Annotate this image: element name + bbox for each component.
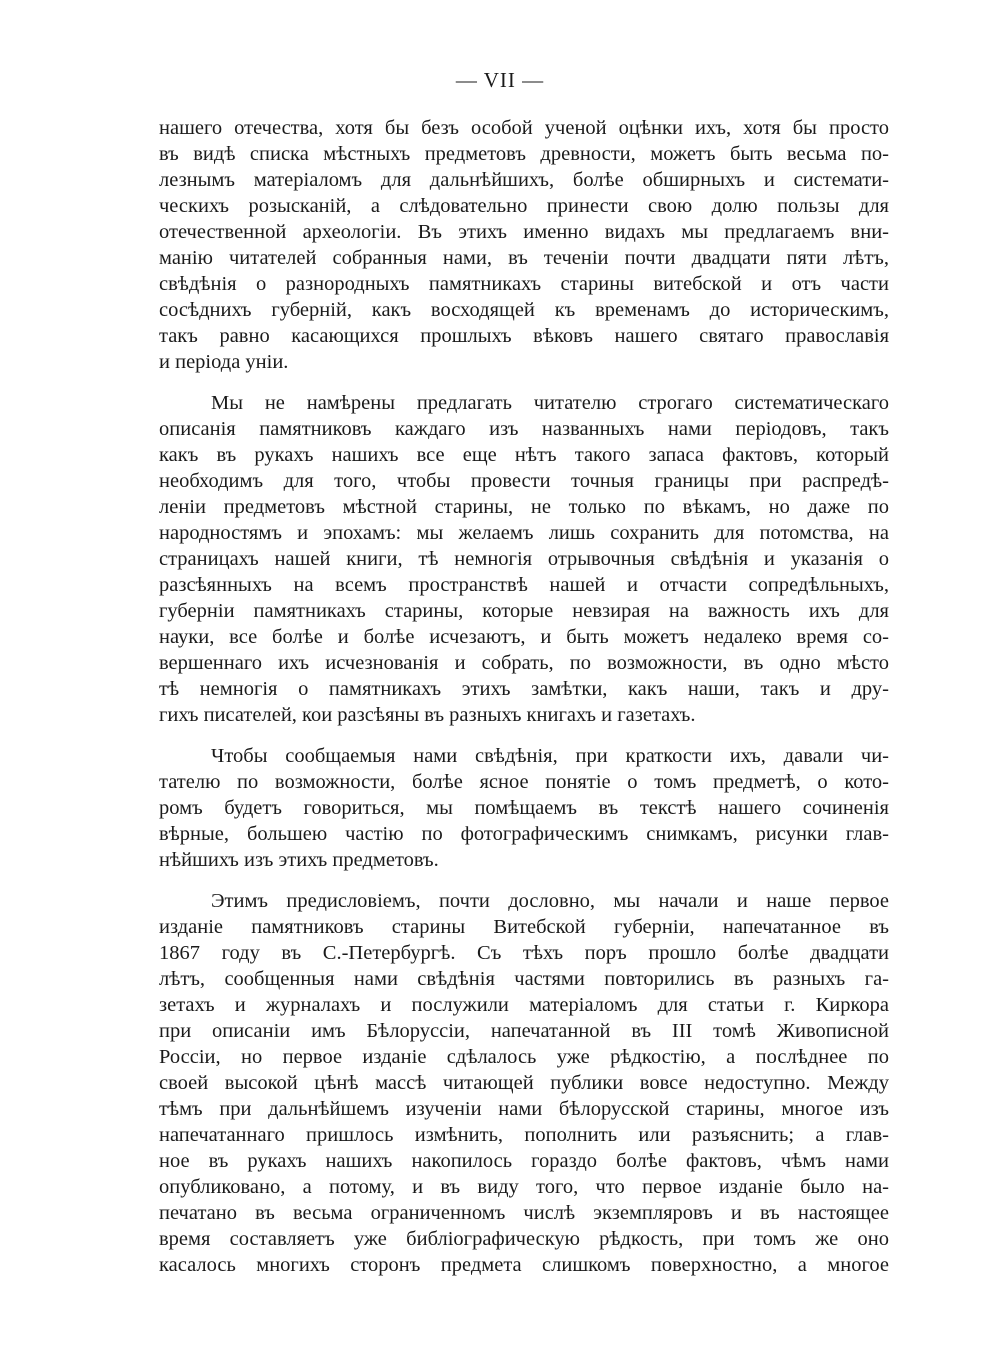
text-line: печатано въ весьма ограниченномъ числѣ экземпляровъ и въ настоящее — [159, 1202, 889, 1224]
text-line: лезнымъ матеріаломъ для дальнѣйшихъ, болѣе обширныхъ и системати- — [159, 169, 889, 191]
text-line: какъ въ рукахъ нашихъ все еще нѣтъ такого запаса фактовъ, который — [159, 444, 889, 466]
text-line: Россіи, но первое изданіе сдѣлалось уже рѣдкостію, а послѣднее по — [159, 1046, 889, 1068]
text-line: страницахъ нашей книги, тѣ немногія отрывочныя свѣдѣнія и указанія о — [159, 548, 889, 570]
body-text — [159, 115, 889, 1278]
text-line: касалось многихъ сторонъ предмета слишкомъ поверхностно, а многое — [159, 1254, 889, 1276]
text-line: народностямъ и эпохамъ: мы желаемъ лишь сохранить для потомства, на — [159, 522, 889, 544]
text-line: при описаніи имъ Бѣлоруссіи, напечатанной въ III томѣ Живописной — [159, 1020, 889, 1042]
text-line: отечественной археологіи. Въ этихъ именно видахъ мы предлагаемъ вни- — [159, 221, 889, 243]
text-line: разсѣянныхъ на всемъ пространствѣ нашей и отчасти сопредѣльныхъ, — [159, 574, 889, 596]
text-line: губерніи памятникахъ старины, которые невзирая на важность ихъ для — [159, 600, 889, 622]
text-line: тателю по возможности, болѣе ясное понятіе о томъ предметѣ, о кото- — [159, 771, 889, 793]
page-number: — VII — — [455, 68, 545, 92]
text-line: гихъ писателей, кои разсѣяны въ разныхъ книгахъ и газетахъ. — [159, 704, 696, 726]
text-line: вершеннаго ихъ исчезнованія и собрать, по возможности, въ одно мѣсто — [159, 652, 889, 674]
text-line: ческихъ розысканій, а слѣдовательно принести свою долю пользы для — [159, 195, 889, 217]
text-line: 1867 году въ С.-Петербургѣ. Съ тѣхъ поръ прошло болѣе двадцати — [159, 942, 889, 964]
text-line: сосѣднихъ губерній, какъ восходящей къ временамъ до историческимъ, — [159, 299, 889, 321]
text-line: тѣмъ при дальнѣйшемъ изученіи нами бѣлорусской старины, многое изъ — [159, 1098, 889, 1120]
text-line: Мы не намѣрены предлагать читателю строгаго систематическаго — [211, 392, 889, 414]
text-line: время составляетъ уже библіографическую рѣдкость, при томъ же оно — [159, 1228, 889, 1250]
paragraph — [159, 390, 889, 728]
text-line: опубликовано, а потому, и въ виду того, что первое изданіе было на- — [159, 1176, 889, 1198]
text-line: науки, все болѣе и болѣе исчезаютъ, и быть можетъ недалеко время со- — [159, 626, 889, 648]
paragraph — [159, 743, 889, 873]
text-line: леніи предметовъ мѣстной старины, не только по вѣкамъ, но даже по — [159, 496, 889, 518]
text-line: вѣрные, большею частію по фотографическимъ снимкамъ, рисунки глав- — [159, 823, 889, 845]
text-line: необходимъ для того, чтобы провести точныя границы при распредѣ- — [159, 470, 889, 492]
text-line: ное въ рукахъ нашихъ накопилось гораздо болѣе фактовъ, чѣмъ нами — [159, 1150, 889, 1172]
text-line: манію читателей собранныя нами, въ теченіи почти двадцати пяти лѣтъ, — [159, 247, 889, 269]
text-line: нашего отечества, хотя бы безъ особой ученой оцѣнки ихъ, хотя бы просто — [159, 117, 889, 139]
text-line: описанія памятниковъ каждаго изъ названныхъ нами періодовъ, такъ — [159, 418, 889, 440]
text-line: Этимъ предисловіемъ, почти дословно, мы начали и наше первое — [211, 890, 889, 912]
paragraph — [159, 115, 889, 375]
text-line: тѣ немногія о памятникахъ этихъ замѣтки, какъ наши, такъ и дру- — [159, 678, 889, 700]
text-line: своей высокой цѣнѣ массѣ читающей публики вовсе недоступно. Между — [159, 1072, 889, 1094]
text-line: напечатаннаго пришлось измѣнить, пополнить или разъяснить; а глав- — [159, 1124, 889, 1146]
text-line: нѣйшихъ изъ этихъ предметовъ. — [159, 849, 439, 871]
text-line: изданіе памятниковъ старины Витебской губерніи, напечатанное въ — [159, 916, 889, 938]
text-line: ромъ будетъ говориться, мы помѣщаемъ въ текстѣ нашего сочиненія — [159, 797, 889, 819]
text-line: свѣдѣнія о разнородныхъ памятникахъ старины витебской и отъ части — [159, 273, 889, 295]
text-line: въ видѣ списка мѣстныхъ предметовъ древности, можетъ быть весьма по- — [159, 143, 889, 165]
text-line: такъ равно касающихся прошлыхъ вѣковъ нашего святаго православія — [159, 325, 889, 347]
text-line: Чтобы сообщаемыя нами свѣдѣнія, при краткости ихъ, давали чи- — [211, 745, 889, 767]
text-line: и періода уніи. — [159, 351, 289, 373]
paragraph — [159, 888, 889, 1278]
text-line: лѣтъ, сообщенныя нами свѣдѣнія частями повторились въ разныхъ га- — [159, 968, 889, 990]
text-line: зетахъ и журналахъ и послужили матеріаломъ для статьи г. Киркора — [159, 994, 889, 1016]
